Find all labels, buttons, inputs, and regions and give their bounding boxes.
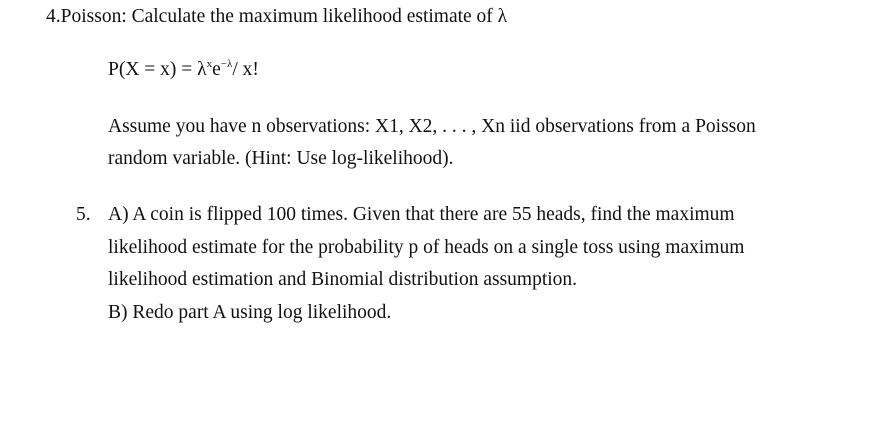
question-4-title: Poisson: Calculate the maximum likelihood estimate of λ (60, 6, 508, 27)
formula-lhs: P(X = x) = λ (108, 59, 207, 80)
formula-exponent-x: x (206, 58, 213, 70)
question-5-part-b: B) Redo part A using log likelihood. (108, 302, 392, 323)
question-5-number: 5. (76, 204, 91, 225)
question-5-part-a-line-3: likelihood estimation and Binomial distribution assumption. (108, 269, 578, 290)
question-5-part-a-line-1: A) A coin is flipped 100 times. Given that there are 55 heads, find the maximum (108, 204, 735, 225)
question-4-number: 4. (46, 6, 61, 27)
question-4-body-line-1: Assume you have n observations: X1, X2, . . . , Xn iid observations from a Poisson (108, 116, 756, 137)
formula-exponent-neg-lambda: −λ (220, 58, 233, 70)
question-5-part-a-line-2: likelihood estimate for the probability p of heads on a single toss using maximum (108, 237, 745, 258)
question-4-body-line-2: random variable. (Hint: Use log-likelihood). (108, 148, 454, 169)
formula-rhs: / x! (232, 59, 259, 80)
formula-e: e (212, 59, 221, 80)
poisson-pmf-formula (108, 58, 259, 82)
question-4-heading (46, 5, 507, 29)
